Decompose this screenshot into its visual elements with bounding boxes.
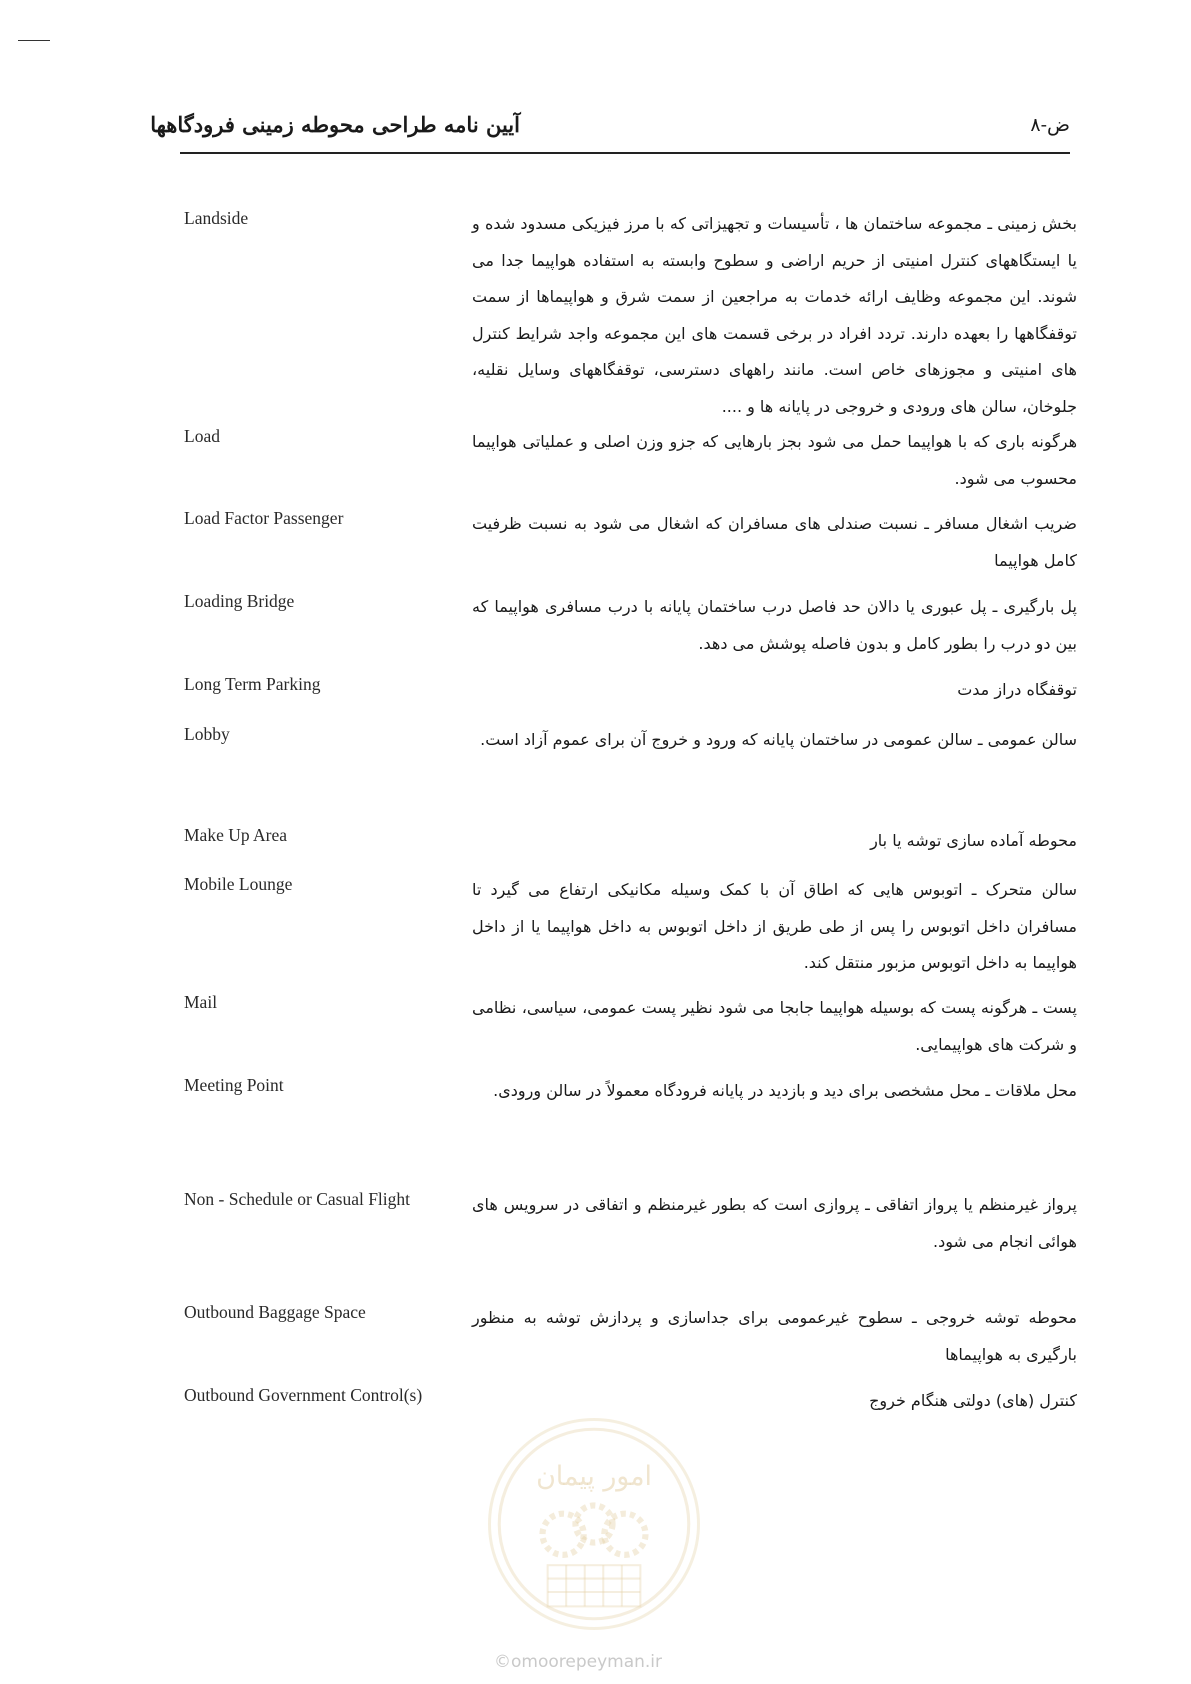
seal-text: امور پیمان <box>536 1460 652 1492</box>
entry-definition: هرگونه باری که با هواپیما حمل می شود بجز بارهایی که جزو وزن اصلی و عملیاتی هواپیما محسوب می شود. <box>472 432 1077 488</box>
page-number: ض-۸ <box>1030 114 1070 136</box>
entry-definition: محوطه آماده سازی توشه یا بار <box>870 831 1077 850</box>
watermark-url: ©omoorepeyman.ir <box>494 1652 663 1672</box>
watermark-seal <box>488 1418 700 1630</box>
seal-graphic <box>491 1421 697 1627</box>
entry-definition: پل بارگیری ـ پل عبوری یا دالان حد فاصل درب ساختمان پایانه با درب مسافری هواپیما که بین دو درب را بطور کامل و بدون فاصله پوشش می دهد. <box>472 597 1077 653</box>
entry-definition: پست ـ هرگونه پست که بوسیله هواپیما جابجا می شود نظیر پست عمومی، سیاسی، نظامی و شرکت های هواپیمایی. <box>472 998 1077 1054</box>
entry-definition: کنترل (های) دولتی هنگام خروج <box>869 1391 1077 1410</box>
entry-term: Non - Schedule or Casual Flight <box>184 1189 411 1209</box>
entry-term: Load Factor Passenger <box>184 508 344 528</box>
entry-definition: سالن عمومی ـ سالن عمومی در ساختمان پایانه که ورود و خروج آن برای عموم آزاد است. <box>480 730 1077 749</box>
entry-term: Mobile Lounge <box>184 874 293 894</box>
entry-term: Loading Bridge <box>184 591 295 611</box>
entry-term: Outbound Baggage Space <box>184 1302 366 1322</box>
entry-definition: محل ملاقات ـ محل مشخصی برای دید و بازدید در پایانه فرودگاه معمولاً در سالن ورودی. <box>493 1081 1077 1100</box>
entry-definition: سالن متحرک ـ اتوبوس هایی که اطاق آن با کمک وسیله مکانیکی ارتفاع می گیرد تا مسافران داخل اتوبوس را پس از طی طریق از داخل اتوبوس به داخل هواپیما یا از داخل هواپیما به داخل اتوبوس مزبور منتقل کند. <box>472 880 1077 972</box>
page-header <box>150 108 1070 148</box>
entry-definition: ضریب اشغال مسافر ـ نسبت صندلی های مسافران که اشغال می شود به نسبت ظرفیت کامل هواپیما <box>472 514 1077 570</box>
entry-term: Lobby <box>184 724 230 744</box>
header-rule <box>180 152 1070 154</box>
entry-term: Load <box>184 426 220 446</box>
entry-term: Meeting Point <box>184 1075 284 1095</box>
entry-definition: محوطه توشه خروجی ـ سطوح غیرعمومی برای جداسازی و پردازش توشه به منظور بارگیری به هواپیماها <box>472 1308 1077 1364</box>
entry-definition: توقفگاه دراز مدت <box>957 680 1077 699</box>
document-title: آیین نامه طراحی محوطه زمینی فرودگاهها <box>150 112 520 137</box>
corner-mark <box>18 40 50 41</box>
entry-term: Landside <box>184 208 249 228</box>
copyright-icon: © <box>494 1652 511 1672</box>
entry-term: Make Up Area <box>184 825 288 845</box>
entry-term: Long Term Parking <box>184 674 321 694</box>
entry-term: Mail <box>184 992 218 1012</box>
entry-term: Outbound Government Control(s) <box>184 1385 423 1405</box>
entry-definition: بخش زمینی ـ مجموعه ساختمان ها ، تأسیسات و تجهیزاتی که با مرز فیزیکی مسدود شده و یا ایستگاههای کنترل امنیتی از حریم اراضی و سطوح وابسته به استفاده هواپیما جدا می شوند. این مجموعه وظایف ارائه خدمات به مراجعین از سمت شرق و هواپیماها از سمت توقفگاهها را بعهده دارند. تردد افراد در برخی قسمت های این مجموعه واجد شرایط کنترل های امنیتی و مجوزهای خاص است. مانند راههای دسترسی، توقفگاههای وسایل نقلیه، جلوخان، سالن های ورودی و خروجی در پایانه ها و .... <box>472 214 1077 416</box>
entry-definition: پرواز غیرمنظم یا پرواز اتفاقی ـ پروازی است که بطور غیرمنظم و اتفاقی در سرویس های هوائی انجام می شود. <box>472 1195 1077 1251</box>
